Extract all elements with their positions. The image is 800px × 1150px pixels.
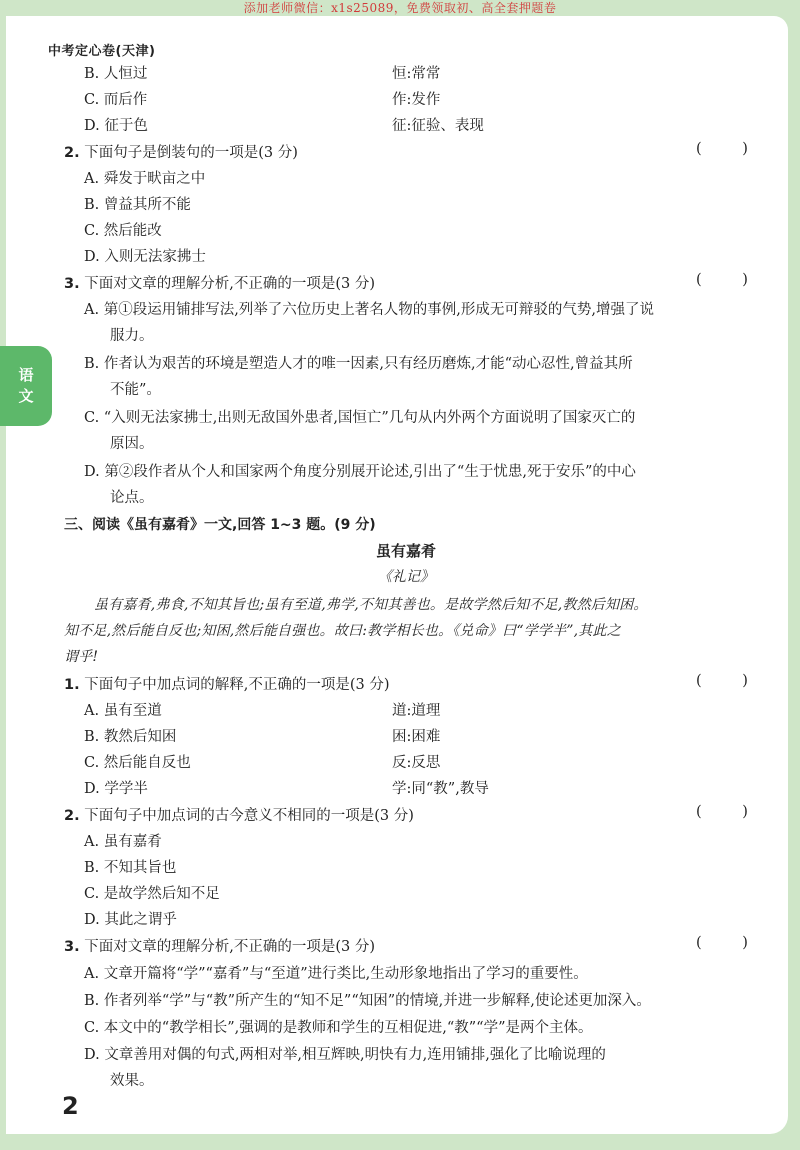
question-text: 下面对文章的理解分析,不正确的一项是(3 分) — [84, 276, 375, 292]
question-text: 下面句子中加点词的解释,不正确的一项是(3 分) — [84, 677, 390, 693]
question-number: 3. — [64, 939, 80, 955]
option: D. 学学半 — [84, 781, 148, 797]
option: A. 舜发于畎亩之中 — [84, 171, 206, 187]
classical-text-line: 谓乎! — [64, 649, 99, 665]
question-text: 下面句子是倒装句的一项是(3 分) — [84, 145, 298, 161]
option: C. 而后作 — [84, 92, 148, 108]
option-continued: 原因。 — [110, 436, 154, 452]
subject-tab — [0, 346, 52, 426]
option: C. 然后能自反也 — [84, 755, 191, 771]
answer-blank: ( ) — [696, 804, 766, 820]
option: B. 教然后知困 — [84, 729, 177, 745]
subject-tab-char: 文 — [18, 387, 34, 405]
header-title: 中考定心卷(天津) — [48, 44, 156, 59]
option: B. 作者列举“学”与“教”所产生的“知不足”“知困”的情境,并进一步解释,使论述更加深入。 — [84, 993, 651, 1009]
option-continued: 服力。 — [110, 328, 154, 344]
option: B. 曾益其所不能 — [84, 197, 191, 213]
option-explanation: 困:困难 — [392, 729, 441, 745]
section-heading: 三、阅读《虽有嘉肴》一文,回答 1~3 题。(9 分) — [64, 517, 376, 533]
watermark: 添加老师微信：x1s25089，免费领取初、高全套押题卷 — [243, 1, 557, 15]
option-explanation: 征:征验、表现 — [392, 118, 484, 134]
classical-text-line: 知不足,然后能自反也;知困,然后能自强也。故曰:教学相长也。《兑命》曰“学学半”,其此之 — [64, 623, 621, 639]
option: D. 其此之谓乎 — [84, 912, 177, 928]
option: B. 作者认为艰苦的环境是塑造人才的唯一因素,只有经历磨炼,才能“动心忍性,曾益其所 — [84, 356, 633, 372]
question-text: 下面句子中加点词的古今意义不相同的一项是(3 分) — [84, 808, 414, 824]
answer-blank: ( ) — [696, 141, 766, 157]
question-2 — [64, 141, 298, 162]
option: D. 第②段作者从个人和国家两个角度分别展开论述,引出了“生于忧患,死于安乐”的中心 — [84, 464, 636, 480]
question-3 — [64, 272, 375, 293]
classical-text-line: 虽有嘉肴,弗食,不知其旨也;虽有至道,弗学,不知其善也。是故学然后知不足,教然后知困。 — [94, 597, 648, 613]
question-3 — [64, 935, 375, 956]
option-explanation: 道:道理 — [392, 703, 441, 719]
option-explanation: 反:反思 — [392, 755, 441, 771]
page — [6, 16, 788, 1134]
answer-blank: ( ) — [696, 673, 766, 689]
option-continued: 效果。 — [110, 1073, 154, 1089]
answer-blank: ( ) — [696, 272, 766, 288]
option: A. 文章开篇将“学”“嘉肴”与“至道”进行类比,生动形象地指出了学习的重要性。 — [84, 966, 588, 982]
option: D. 入则无法家拂士 — [84, 249, 206, 265]
option: C. 然后能改 — [84, 223, 162, 239]
text-source: 《礼记》 — [378, 569, 434, 585]
option-explanation: 恒:常常 — [392, 66, 441, 82]
option: B. 人恒过 — [84, 66, 148, 82]
question-number: 2. — [64, 145, 80, 161]
question-1 — [64, 673, 389, 694]
option: A. 虽有嘉肴 — [84, 834, 162, 850]
text-title: 虽有嘉肴 — [375, 542, 436, 560]
option-continued: 论点。 — [110, 490, 154, 506]
option-explanation: 学:同“教”,教导 — [392, 781, 489, 797]
option: D. 征于色 — [84, 118, 148, 134]
option: C. 是故学然后知不足 — [84, 886, 220, 902]
subject-tab-char: 语 — [18, 366, 34, 384]
option: A. 第①段运用铺排写法,列举了六位历史上著名人物的事例,形成无可辩驳的气势,增强了说 — [84, 302, 655, 318]
page-number: 2 — [62, 1092, 79, 1120]
question-number: 3. — [64, 276, 80, 292]
option: C. 本文中的“教学相长”,强调的是教师和学生的互相促进,“教”“学”是两个主体。 — [84, 1020, 593, 1036]
question-2 — [64, 804, 414, 825]
option-explanation: 作:发作 — [392, 92, 441, 108]
option: B. 不知其旨也 — [84, 860, 177, 876]
option-continued: 不能”。 — [110, 382, 161, 398]
question-number: 1. — [64, 677, 80, 693]
answer-blank: ( ) — [696, 935, 766, 951]
option: A. 虽有至道 — [84, 703, 162, 719]
option: C. “入则无法家拂士,出则无敌国外患者,国恒亡”几句从内外两个方面说明了国家灭亡的 — [84, 410, 636, 426]
question-number: 2. — [64, 808, 80, 824]
question-text: 下面对文章的理解分析,不正确的一项是(3 分) — [84, 939, 375, 955]
option: D. 文章善用对偶的句式,两相对举,相互辉映,明快有力,连用铺排,强化了比喻说理的 — [84, 1047, 606, 1063]
